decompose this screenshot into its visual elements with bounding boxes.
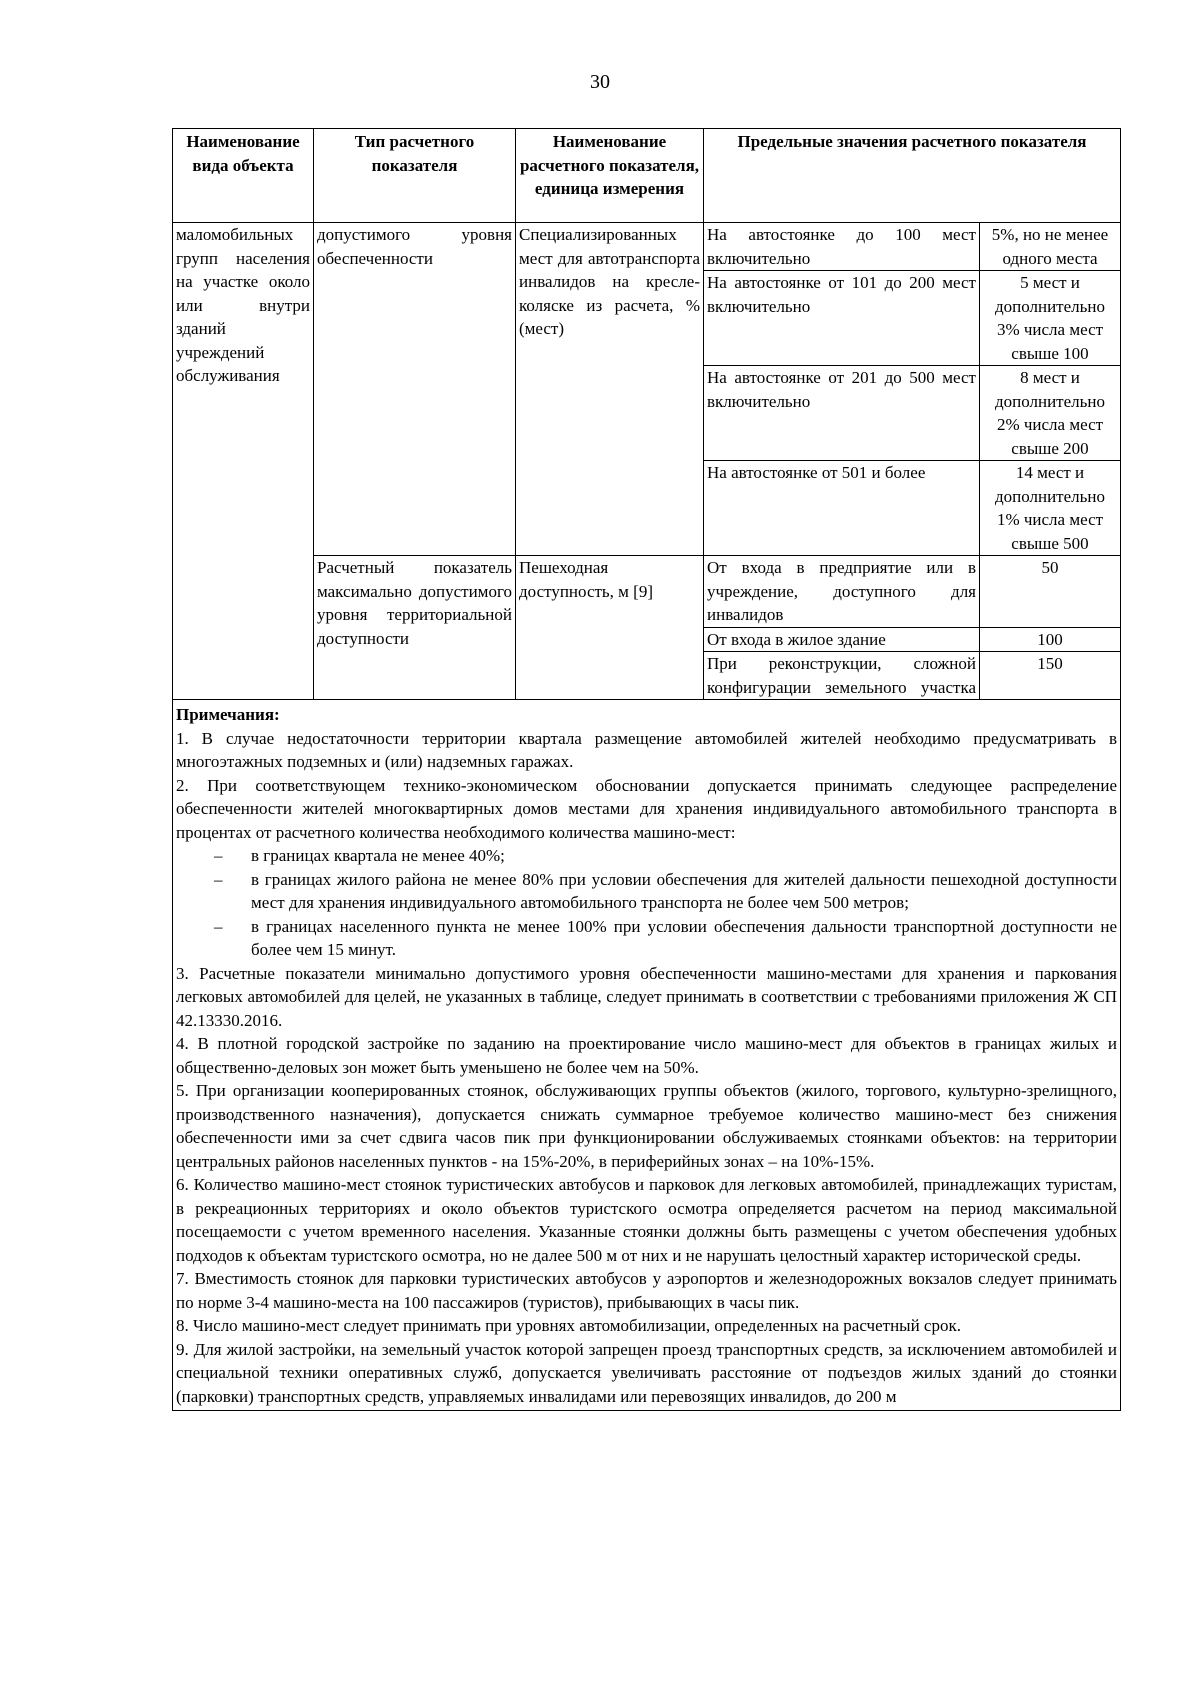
condition-cell: От входа в предприятие или в учреждение, доступного для инвалидов [704, 556, 980, 628]
dash-bullet: – [214, 846, 223, 865]
table-row [173, 556, 1121, 628]
group1-type-cell: допустимого уровня обеспеченности [314, 223, 516, 556]
notes-cell [173, 700, 1121, 1411]
note-2-item: – в границах населенного пункта не менее 100% при условии обеспечения дальности транспортной доступности не более чем 15 минут. [214, 916, 1117, 959]
table-row [173, 223, 1121, 271]
value-cell: 8 мест и дополнительно 2% числа мест свыше 200 [980, 366, 1121, 461]
group2-indicator-cell: Пешеходная доступность, м [9] [516, 556, 704, 700]
note-2-item: – в границах жилого района не менее 80% при условии обеспечения для жителей дальности пешеходной доступности мест для хранения индивидуального автомобильного транспорта не более чем 500 метров; [214, 869, 1117, 912]
note-4: 4. В плотной городской застройке по заданию на проектирование число машино-мест для объектов в границах жилых и общественно-деловых зон может быть уменьшено не более чем на 50%. [176, 1034, 1117, 1077]
notes-row [173, 700, 1121, 1411]
note-5: 5. При организации кооперированных стоянок, обслуживающих группы объектов (жилого, торгового, культурно-зрелищного, производственного назначения), допускается снижать суммарное требуемое количество машино-мест без снижения обеспеченности ими за счет сдвига часов пик при функционировании обслуживаемых стоянками объектов: на территории центральных районов населенных пунктов - на 15%-20%, в периферийных зонах – на 10%-15%. [176, 1081, 1117, 1171]
note-9: 9. Для жилой застройки, на земельный участок которой запрещен проезд транспортных средств, за исключением автомобилей и специальной техники оперативных служб, допускается увеличивать расстояние от подъездов жилых зданий до стоянки (парковки) транспортных средств, управляемых инвалидами или перевозящих инвалидов, до 200 м [176, 1339, 1117, 1406]
notes-title: Примечания: [176, 705, 280, 724]
norms-table [172, 128, 1121, 1411]
note-3: 3. Расчетные показатели минимально допустимого уровня обеспеченности машино-местами для хранения и паркования легковых автомобилей для целей, не указанных в таблице, следует принимать в соответствии с требованиями приложения Ж СП 42.13330.2016. [176, 963, 1117, 1030]
dash-bullet: – [214, 916, 223, 936]
condition-cell: На автостоянке от 101 до 200 мест включительно [704, 271, 980, 366]
note-1: 1. В случае недостаточности территории квартала размещение автомобилей жителей необходимо предусматривать в многоэтажных подземных и (или) надземных гаражах. [176, 728, 1117, 771]
note-7: 7. Вместимость стоянок для парковки туристических автобусов у аэропортов и железнодорожных вокзалов следует принимать по норме 3-4 машино-места на 100 пассажиров (туристов), прибывающих в часы пик. [176, 1269, 1117, 1312]
value-cell: 100 [980, 627, 1121, 652]
table-header-row [173, 129, 1121, 223]
page-number: 30 [590, 71, 610, 93]
group1-indicator-cell: Специализированных мест для автотранспорта инвалидов на кресле-коляске из расчета, % (мест) [516, 223, 704, 556]
note-6: 6. Количество машино-мест стоянок туристических автобусов и парковок для легковых автомобилей, принадлежащих туристам, в рекреационных территориях и около объектов туристского осмотра определяется расчетом на период максимальной посещаемости с учетом временного населения. Указанные стоянки должны быть размещены с учетом обеспечения удобных подходов к объектам туристского осмотра, но не далее 500 м от них и не нарушать целостный характер исторической среды. [176, 1175, 1117, 1265]
condition-cell: На автостоянке от 501 и более [704, 461, 980, 556]
object-name-cell: маломобильных групп населения на участке около или внутри зданий учреждений обслуживания [173, 223, 314, 700]
value-cell: 5%, но не менее одного места [980, 223, 1121, 271]
note-8: 8. Число машино-мест следует принимать при уровнях автомобилизации, определенных на расчетный срок. [176, 1316, 961, 1335]
group2-type-cell: Расчетный показатель максимально допустимого уровня территориальной доступности [314, 556, 516, 700]
header-limit-values: Предельные значения расчетного показателя [704, 129, 1121, 223]
condition-cell: От входа в жилое здание [704, 627, 980, 652]
value-cell: 5 мест и дополнительно 3% числа мест свыше 100 [980, 271, 1121, 366]
header-indicator-type: Тип расчетного показателя [314, 129, 516, 223]
header-indicator-name: Наименование расчетного показателя, единица измерения [516, 129, 704, 223]
condition-cell: На автостоянке от 201 до 500 мест включительно [704, 366, 980, 461]
dash-bullet: – [214, 869, 223, 889]
value-cell: 14 мест и дополнительно 1% числа мест свыше 500 [980, 461, 1121, 556]
value-cell: 150 [980, 652, 1121, 700]
header-object-name: Наименование вида объекта [173, 129, 314, 223]
condition-cell: При реконструкции, сложной конфигурации земельного участка [704, 652, 980, 700]
condition-cell: На автостоянке до 100 мест включительно [704, 223, 980, 271]
value-cell: 50 [980, 556, 1121, 628]
note-2-item: – в границах квартала не менее 40%; [176, 844, 1117, 868]
note-2: 2. При соответствующем технико-экономическом обосновании допускается принимать следующее распределение обеспеченности жителей многоквартирных домов местами для хранения индивидуального автомобильного транспорта в процентах от расчетного количества необходимого количества машино-мест: [176, 775, 1117, 842]
